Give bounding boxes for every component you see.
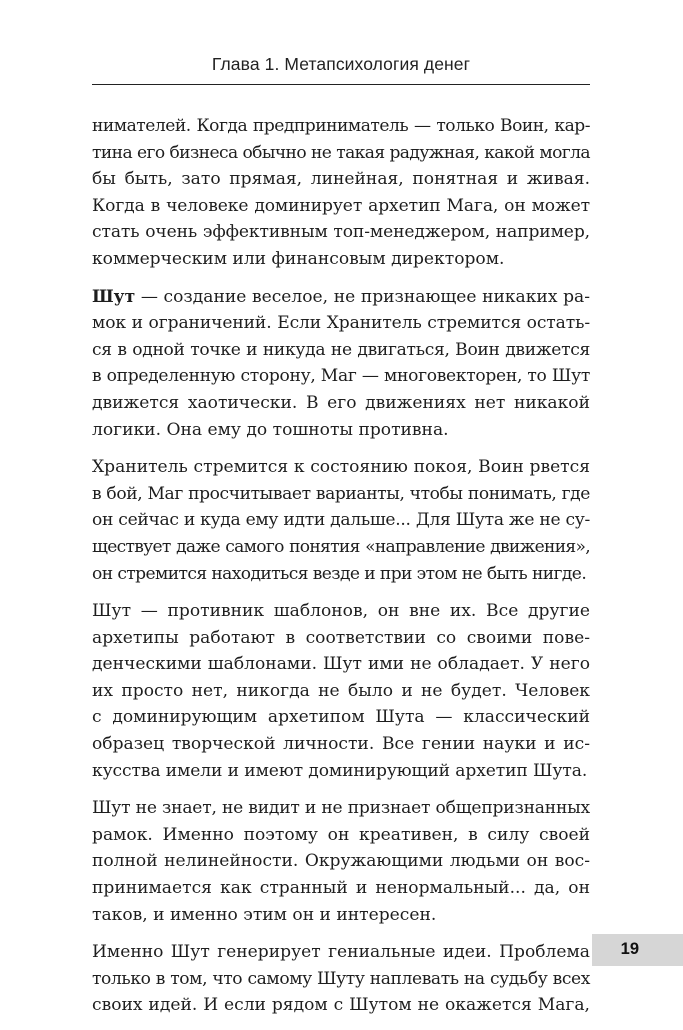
text-line: логики. Она ему до тошноты противна. (92, 419, 449, 440)
text-line: Именно Шут генерирует гениальные идеи. Проблема (92, 942, 590, 963)
text-line: в определенную сторону, Маг — многовекторен, то Шут (92, 366, 590, 387)
text-line: нимателей. Когда предприниматель — только Воин, кар- (92, 116, 590, 136)
text-line: движется хаотически. В его движениях нет никакой (92, 392, 590, 413)
bold-term: Шут (92, 286, 136, 307)
paragraph-4 (92, 598, 590, 784)
text-line-rest: — создание веселое, не признающее никаких ра- (135, 286, 590, 307)
paragraph-1 (92, 113, 590, 273)
body-text (92, 113, 590, 1030)
text-line: ся в одной точке и никуда не двигаться, Воин движется (92, 339, 590, 360)
text-line: ществует даже самого понятия «направление движения», (92, 536, 590, 557)
text-line: Когда в человеке доминирует архетип Мага, он может (92, 195, 590, 216)
text-line: он сейчас и куда ему идти дальше... Для Шута же не су- (92, 510, 590, 531)
text-line: бы быть, зато прямая, линейная, понятная и живая. (92, 169, 590, 190)
text-line: своих идей. И если рядом с Шутом не окажется Мага, (92, 995, 590, 1016)
running-head: Глава 1. Метапсихология денег (211, 54, 471, 74)
text-line: кусства имели и имеют доминирующий архетип Шута. (92, 760, 588, 781)
text-line: рамок. Именно поэтому он креативен, в силу своей (92, 824, 590, 845)
paragraph-5 (92, 795, 590, 928)
text-line: Шут не знает, не видит и не признает общепризнанных (92, 798, 590, 819)
paragraph-2 (92, 284, 590, 444)
text-line: с доминирующим архетипом Шута — классический (92, 707, 590, 728)
text-line: стать очень эффективным топ-менеджером, например, (92, 222, 590, 243)
text-line: только в том, что самому Шуту наплевать на судьбу всех (92, 968, 590, 989)
text-line: коммерческим или финансовым директором. (92, 248, 505, 269)
text-line: принимается как странный и ненормальный... да, он (92, 878, 590, 899)
text-line: таков, и именно этим он и интересен. (92, 904, 437, 925)
text-line: полной нелинейности. Окружающими людьми он вос- (92, 851, 590, 872)
text-line: архетипы работают в соответствии со своими пове- (92, 627, 590, 648)
paragraph-3 (92, 454, 590, 587)
text-line: денческими шаблонами. Шут ими не обладает. У него (92, 654, 590, 675)
header-rule (92, 84, 590, 85)
text-line: тина его бизнеса обычно не такая радужная, какой могла (92, 142, 590, 163)
text-line: Шут — противник шаблонов, он вне их. Все другие (92, 601, 590, 622)
page-number-tab (592, 934, 683, 966)
page-number: 19 (620, 940, 639, 958)
text-line: мок и ограничений. Если Хранитель стремится остать- (92, 313, 590, 334)
paragraph-6 (92, 939, 590, 1019)
text-line (92, 284, 590, 311)
text-line: образец творческой личности. Все гении науки и ис- (92, 734, 590, 755)
text-line: Хранитель стремится к состоянию покоя, Воин рвется (92, 457, 590, 478)
text-line: он стремится находиться везде и при этом не быть нигде. (92, 563, 587, 584)
text-line: их просто нет, никогда не было и не будет. Человек (92, 680, 590, 701)
text-line: в бой, Маг просчитывает варианты, чтобы понимать, где (92, 483, 590, 504)
